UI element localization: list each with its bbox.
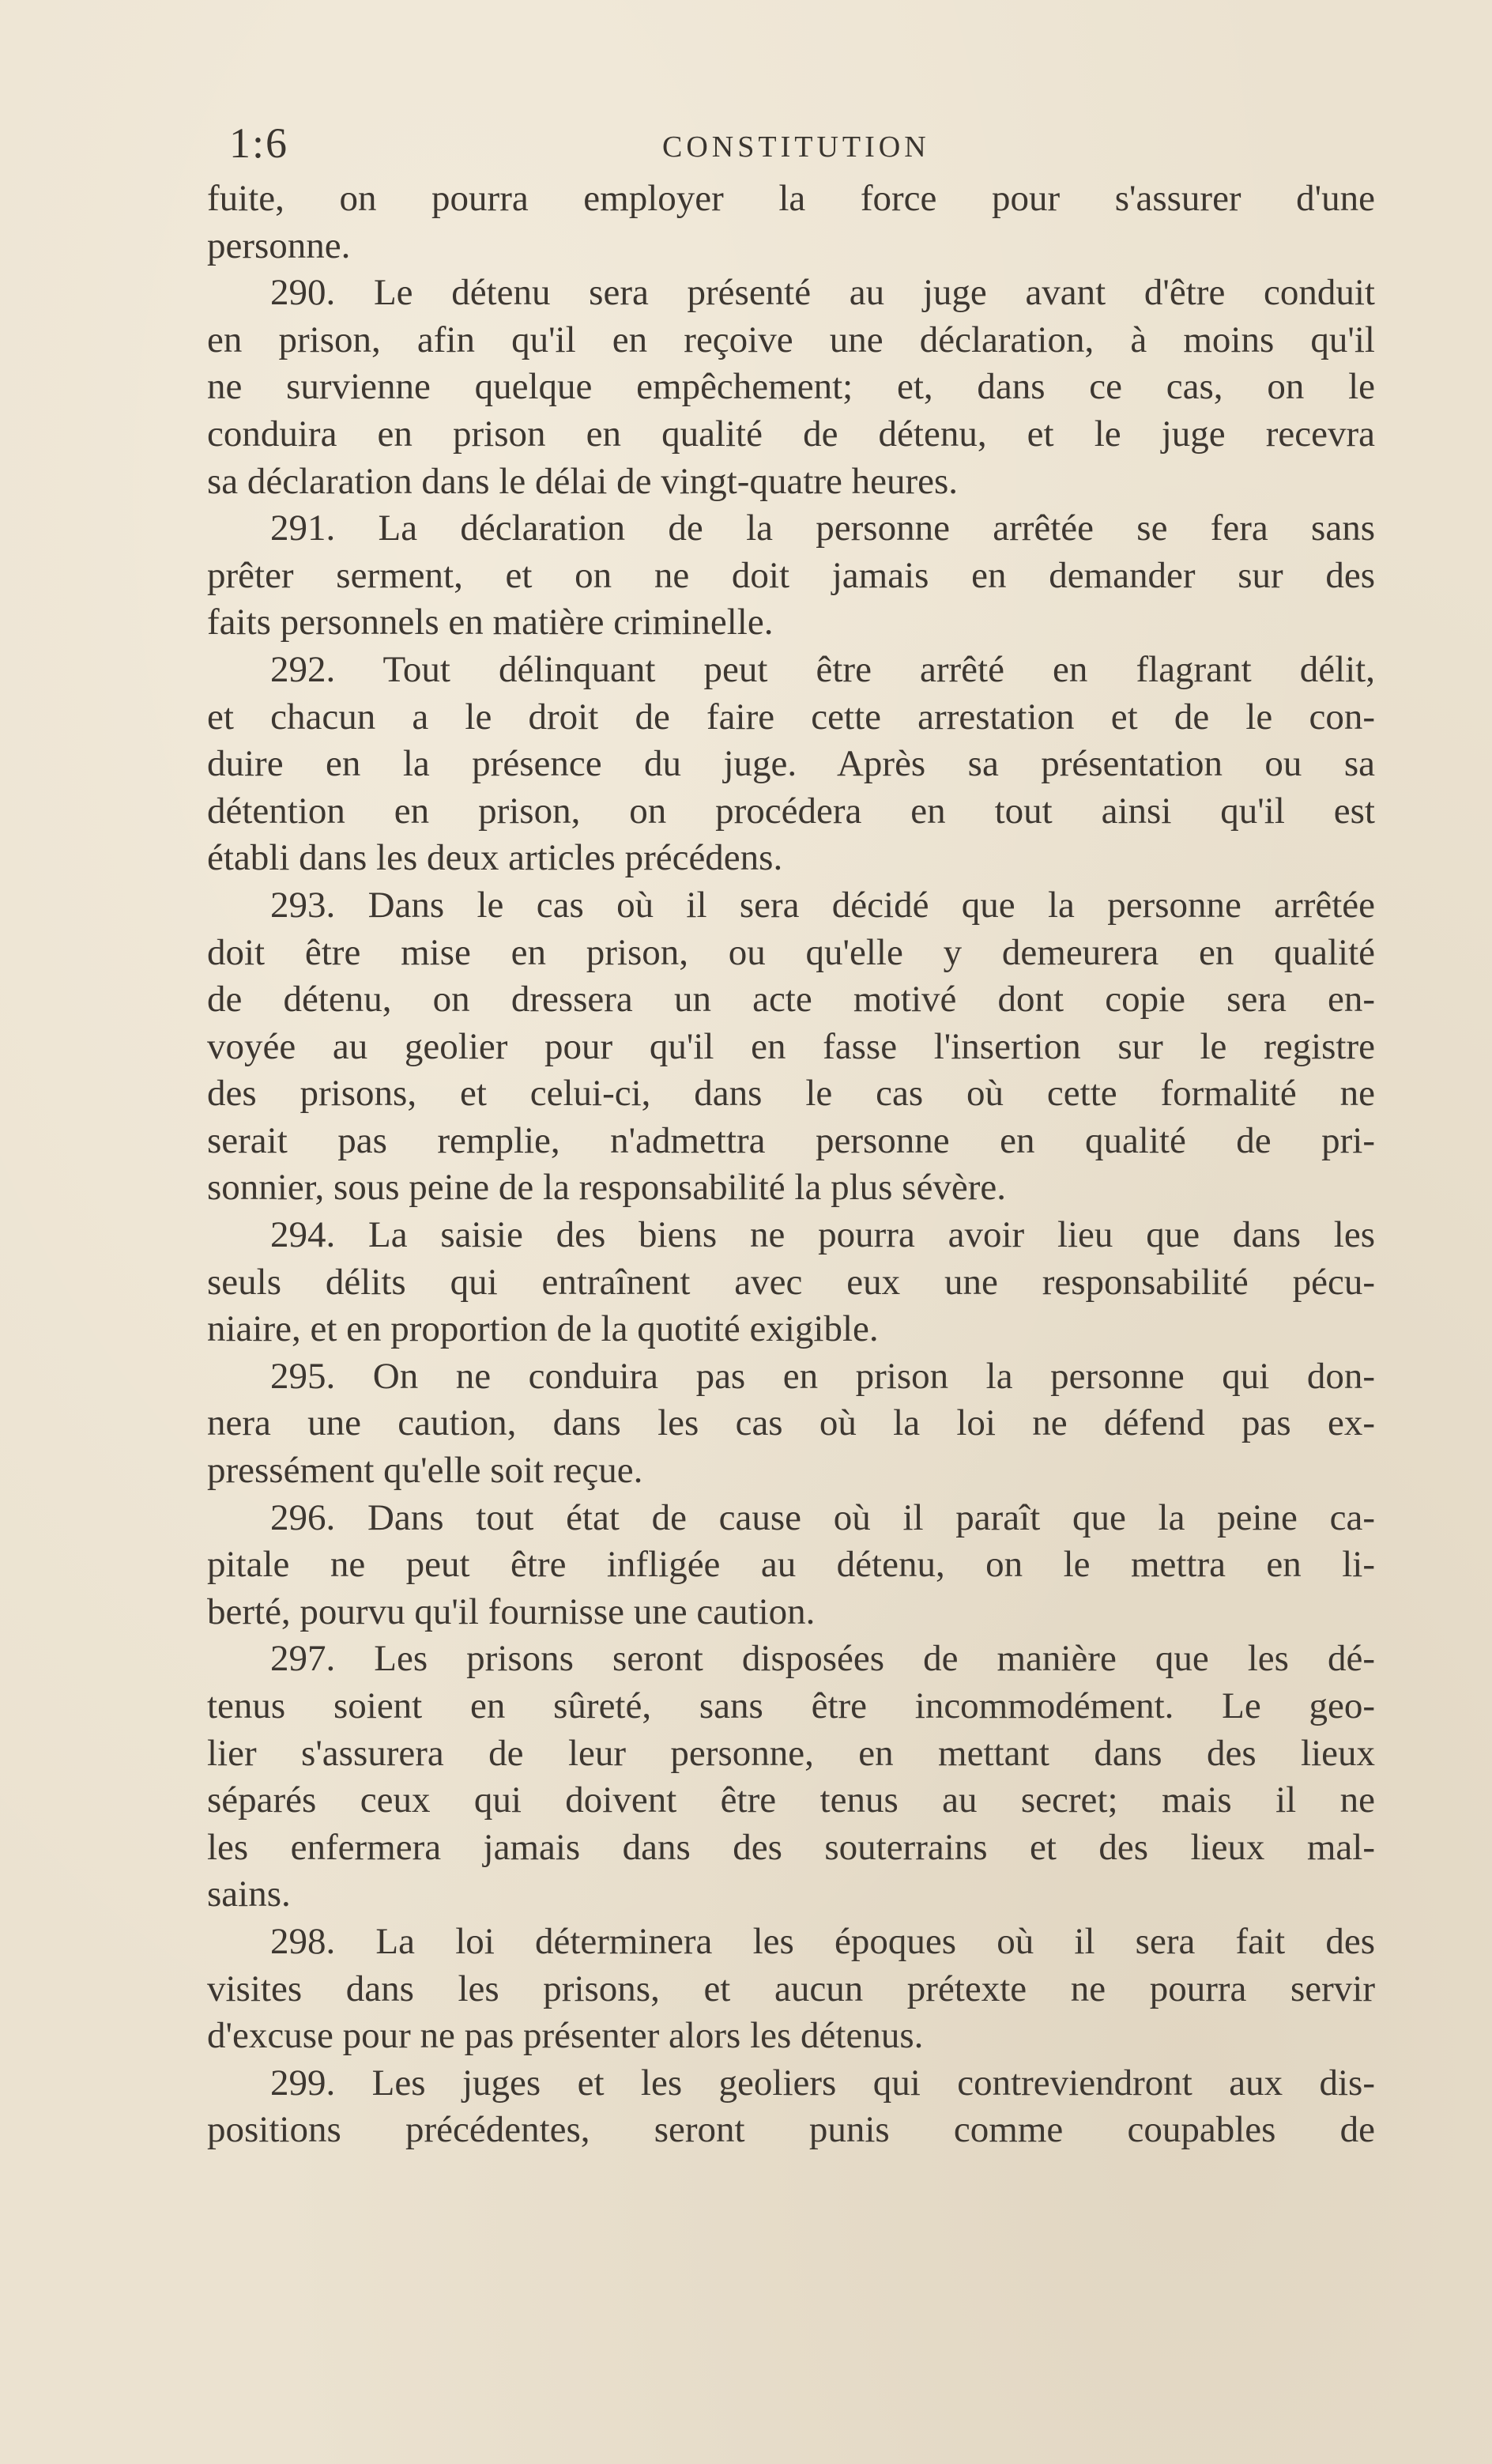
text-line: lier s'assurera de leur personne, en mettant dans des lieux [207,1732,1375,1774]
text-line: 298. La loi déterminera les époques où il sera fait des [270,1920,1375,1962]
text-line: et chacun a le droit de faire cette arrestation et de le con- [207,696,1375,738]
text-line: serait pas remplie, n'admettra personne en qualité de pri- [207,1119,1375,1161]
text-line: 290. Le détenu sera présenté au juge avant d'être conduit [270,272,1375,314]
text-line: 296. Dans tout état de cause où il paraît que la peine ca- [270,1496,1375,1538]
page-header [229,119,1375,174]
text-line: seuls délits qui entraînent avec eux une responsabilité pécu- [207,1261,1375,1303]
text-line: personne. [207,225,351,266]
body-text [207,175,1375,2154]
text-line: berté, pourvu qu'il fournisse une caution. [207,1590,816,1632]
text-line: sonnier, sous peine de la responsabilité la plus sévère. [207,1167,1006,1209]
text-line: sains. [207,1873,291,1915]
text-line: niaire, et en proportion de la quotité exigible. [207,1308,879,1350]
text-line: pressément qu'elle soit reçue. [207,1450,643,1492]
text-line: faits personnels en matière criminelle. [207,602,774,643]
text-line: duire en la présence du juge. Après sa présentation ou sa [207,743,1375,785]
text-line: sa déclaration dans le délai de vingt-quatre heures. [207,460,959,502]
text-line: d'excuse pour ne pas présenter alors les détenus. [207,2015,924,2057]
text-line: positions précédentes, seront punis comme coupables de [207,2109,1375,2151]
text-line: ne survienne quelque empêchement; et, dans ce cas, on le [207,366,1375,408]
text-line: 293. Dans le cas où il sera décidé que la personne arrêtée [270,884,1375,926]
text-line: fuite, on pourra employer la force pour s'assurer d'une [207,178,1375,219]
text-line: visites dans les prisons, et aucun prétexte ne pourra servir [207,1968,1375,2009]
page-number: 1:6 [229,119,289,167]
text-line: de détenu, on dressera un acte motivé dont copie sera en- [207,979,1375,1021]
text-line: voyée au geolier pour qu'il en fasse l'insertion sur le registre [207,1025,1375,1067]
running-title: CONSTITUTION [662,130,930,164]
text-line: les enfermera jamais dans des souterrains et des lieux mal- [207,1826,1375,1868]
text-line: 294. La saisie des biens ne pourra avoir lieu que dans les [270,1214,1375,1256]
text-line: établi dans les deux articles précédens. [207,837,783,879]
text-line: prêter serment, et on ne doit jamais en demander sur des [207,554,1375,596]
text-line: 297. Les prisons seront disposées de manière que les dé- [270,1638,1375,1680]
text-line: 291. La déclaration de la personne arrêtée se fera sans [270,508,1375,549]
text-line: 299. Les juges et les geoliers qui contreviendront aux dis- [270,2062,1375,2104]
text-line: 292. Tout délinquant peut être arrêté en flagrant délit, [270,648,1375,690]
text-line: détention en prison, on procédera en tout ainsi qu'il est [207,790,1375,832]
text-line: doit être mise en prison, ou qu'elle y demeurera en qualité [207,931,1375,973]
text-line: tenus soient en sûreté, sans être incommodément. Le geo- [207,1685,1375,1726]
text-line: 295. On ne conduira pas en prison la personne qui don- [270,1355,1375,1397]
text-line: pitale ne peut être infligée au détenu, on le mettra en li- [207,1544,1375,1586]
text-line: séparés ceux qui doivent être tenus au secret; mais il ne [207,1779,1375,1821]
text-line: en prison, afin qu'il en reçoive une déclaration, à moins qu'il [207,319,1375,360]
text-line: nera une caution, dans les cas où la loi ne défend pas ex- [207,1402,1375,1444]
text-line: des prisons, et celui-ci, dans le cas où cette formalité ne [207,1073,1375,1115]
text-line: conduira en prison en qualité de détenu, et le juge recevra [207,413,1375,455]
